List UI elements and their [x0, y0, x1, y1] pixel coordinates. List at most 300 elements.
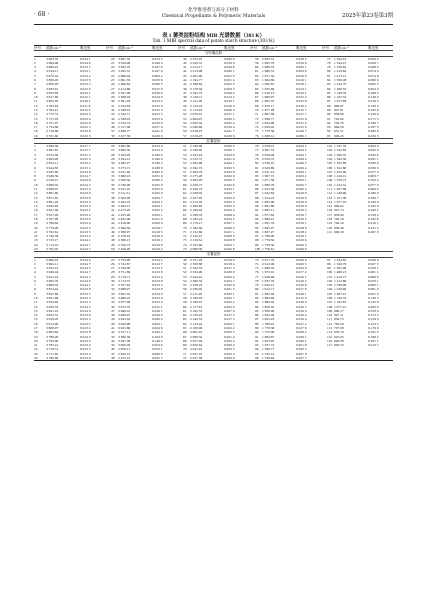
table-cell: 99 [327, 266, 331, 271]
table-cell: 75 [255, 129, 259, 134]
table-cell: 0.027 9 [224, 308, 235, 313]
table-cell: 1 867.08 [262, 112, 275, 117]
column-header: 序号 [322, 46, 329, 50]
table-cell: 79 [255, 283, 259, 288]
table-cell: 88 [255, 321, 259, 326]
table-cell [334, 356, 368, 361]
table-cell: 52 [183, 112, 187, 117]
table-cell: 4 [34, 69, 36, 74]
table-cell: 0.019 6 [296, 60, 307, 65]
table-cell: 3 926.36 [46, 174, 59, 179]
table-cell: 37 [111, 191, 115, 196]
table-cell: 0.090 9 [368, 77, 379, 82]
journal-title [34, 8, 393, 20]
table-cell: 0.027 8 [296, 351, 307, 356]
table-cell: 0.103 4 [368, 178, 379, 183]
table-cell: 0.013 3 [80, 112, 91, 117]
table-cell: 0.018 2 [296, 56, 307, 61]
table-cell: 0.012 6 [80, 116, 91, 121]
table-cell: 96 [255, 355, 259, 360]
table-cell: 2 018.23 [190, 129, 203, 134]
table-cell: 1 946.69 [262, 274, 275, 279]
table-cell: 3 841.19 [46, 308, 59, 313]
table-cell: 0.022 7 [224, 296, 235, 301]
table-cell: 0.019 4 [152, 313, 163, 318]
table-cell: 0.026 4 [224, 212, 235, 217]
table-cell: 52 [183, 270, 187, 275]
table-cell: 0.019 5 [296, 216, 307, 221]
table-cell: 1 909.97 [262, 95, 275, 100]
table-cell: 85 [255, 308, 259, 313]
table-cell: 35 [111, 300, 115, 305]
table-cell: 0.019 1 [152, 238, 163, 243]
table-cell: 0.014 5 [80, 304, 91, 309]
table-cell: 21 [111, 60, 115, 65]
table-cell: 1 207.66 [334, 187, 347, 191]
table-cell: 2 178.50 [190, 86, 203, 91]
table-cell: 1 342.56 [334, 157, 347, 162]
table-cell: 0.016 1 [296, 291, 307, 296]
table-cell: 9 [34, 178, 36, 183]
table-cell: 1 935.66 [262, 86, 275, 91]
table-cell: 0.051 0 [368, 291, 379, 296]
table-cell: 16 [34, 321, 38, 326]
table-cell: 0.014 0 [80, 278, 91, 283]
table-cell: 25 [34, 246, 38, 251]
table-cell: 0.019 0 [152, 120, 163, 125]
table-cell: 2 017.76 [262, 257, 275, 262]
table-cell: 86 [327, 95, 331, 100]
table-cell: 1 920.21 [262, 283, 275, 288]
table-cell: 3 713.37 [118, 278, 131, 283]
table-cell: 60 [255, 65, 259, 70]
table-cell: 0.013 9 [80, 313, 91, 318]
table-cell: 22 [34, 347, 38, 352]
table-cell: 0.028 2 [368, 65, 379, 70]
table-cell: 3 660.97 [118, 313, 131, 318]
table-cell: 1 942.84 [262, 191, 275, 196]
table-cell: 105 [327, 161, 333, 166]
table-cell: 0.070 1 [368, 278, 379, 283]
table-cell: 0.021 4 [224, 334, 235, 339]
table-cell: 34 [111, 178, 115, 183]
table-cell: 104 [327, 157, 333, 162]
table-cell: 54 [183, 120, 187, 125]
table-cell: 18 [34, 330, 38, 335]
table-cell: 1 413.12 [334, 73, 347, 78]
table-cell: 7 [34, 169, 36, 174]
table-cell: 3 818.29 [46, 317, 59, 322]
table-cell: 0.027 7 [296, 355, 307, 360]
table-cell: 2 142.53 [190, 317, 203, 322]
table-cell: 41 [111, 326, 115, 330]
table-cell: 1 149.33 [334, 90, 347, 95]
table-cell: 36 [111, 304, 115, 309]
table-cell: 3 771.65 [46, 351, 59, 356]
table-cell: 2 358.88 [190, 261, 203, 266]
table-cell: 0.149 5 [368, 296, 379, 301]
table-cell: 606.59 [334, 229, 344, 234]
table-cell: 73 [183, 238, 187, 243]
table-cell: 0.083 7 [368, 174, 379, 179]
table-cell: 1 778.38 [262, 326, 275, 330]
table-cell: 0.016 1 [296, 77, 307, 82]
table-cell: 0.025 9 [152, 182, 163, 187]
table-cell: 30 [111, 161, 115, 166]
table-cell: 8 [34, 287, 36, 292]
table-cell: 69 [183, 221, 187, 226]
table-cell: 106 [327, 296, 333, 301]
table-cell: 44 [111, 338, 115, 343]
table-cell: 3 714.10 [46, 242, 59, 247]
table-cell: 108 [327, 304, 333, 309]
table-cell: 12 [34, 103, 38, 108]
column-header: 波数/cm⁻¹ [334, 46, 350, 50]
table-cell: 2 039.16 [262, 161, 275, 166]
table-cell: 26 [111, 144, 115, 149]
table-cell: 3 921.43 [46, 274, 59, 279]
table-cell: 0.020 5 [296, 261, 307, 266]
table-cell: 2 275.28 [190, 174, 203, 179]
table-cell: 0.012 1 [80, 95, 91, 100]
table-cell: 76 [255, 270, 259, 275]
table-cell: 2 227.92 [190, 195, 203, 200]
table-cell: 927.81 [334, 107, 344, 112]
table-cell: 89 [255, 199, 259, 204]
table-cell: 0.017 5 [224, 317, 235, 322]
table-cell: 60 [183, 304, 187, 309]
table-cell: 3 691.35 [118, 291, 131, 296]
table-cell: 54 [183, 278, 187, 283]
table-cell: 0.031 1 [368, 157, 379, 162]
column-header: 吸光度 [296, 46, 307, 50]
table-cell: 0.013 4 [80, 338, 91, 343]
table-cell: 0.017 6 [152, 125, 163, 130]
table-cell: 41 [183, 65, 187, 70]
table-cell: 90 [255, 204, 259, 209]
table-cell: 0.016 8 [296, 283, 307, 288]
table-cell: 101 [327, 144, 333, 149]
table-cell: 3 734.88 [46, 125, 59, 130]
table-cell: 115 [327, 334, 333, 339]
table-cell: 1 638.14 [262, 133, 275, 138]
table-cell: 2 368.04 [118, 95, 131, 100]
table-cell: 0.023 9 [224, 195, 235, 200]
table-cell: 59 [255, 60, 259, 65]
table-cell: 0.166 4 [152, 60, 163, 65]
table-cell: 2 511.51 [118, 191, 131, 196]
table-cell: 2 466.83 [118, 82, 131, 87]
table-cell: 3 861.20 [46, 199, 59, 204]
table-cell: 0.016 1 [296, 82, 307, 87]
table-cell: 33 [111, 112, 115, 117]
table-cell: 3 954.11 [46, 161, 59, 166]
table-cell: 96 [255, 229, 259, 234]
table-cell: 3 952.14 [46, 266, 59, 271]
table-cell: 0.013 0 [80, 216, 91, 221]
table-cell: 0.016 4 [296, 103, 307, 108]
table-cell: 50 [183, 103, 187, 108]
table-cell: 0.019 4 [224, 125, 235, 130]
table-cell: 2 027.58 [190, 355, 203, 360]
table-cell: 0.013 5 [152, 112, 163, 117]
table-cell: 107 [327, 169, 333, 174]
table-cell: 1 876.17 [262, 103, 275, 108]
table-cell: 0.168 2 [368, 90, 379, 95]
table-cell: 2 124.44 [190, 321, 203, 326]
table-cell: 3 600.50 [118, 148, 131, 153]
table-cell: 0.014 7 [80, 261, 91, 266]
table-cell: 2 078.22 [190, 112, 203, 117]
table-cell: 1 980.35 [262, 266, 275, 271]
table-cell: 1 866.94 [262, 300, 275, 305]
table-cell: 63 [183, 317, 187, 322]
table-cell: 0.020 3 [296, 242, 307, 247]
table-cell: 12 [34, 304, 38, 309]
table-cell: 3 881.60 [46, 191, 59, 196]
table-cell: 0.015 5 [80, 300, 91, 305]
table-cell: 56 [183, 165, 187, 170]
table-cell: 3 798.20 [46, 334, 59, 339]
table-cell: 0.064 2 [368, 187, 379, 191]
table-cell: 3 820.55 [46, 304, 59, 309]
table-title-cn: 表 1 薯类淀粉结构 MIR 光谱数据（303 K） [162, 33, 265, 39]
table-cell: 0.049 1 [296, 334, 307, 339]
table-cell: 3 827.06 [46, 208, 59, 213]
table-cell: 2 058.46 [262, 152, 275, 157]
table-cell: 51 [183, 107, 187, 112]
table-cell: 45 [183, 82, 187, 87]
table-cell: 0.015 3 [80, 157, 91, 162]
table-cell: 85 [255, 182, 259, 187]
table-cell: 0.019 5 [296, 208, 307, 213]
table-cell: 0.192 8 [368, 216, 379, 221]
table-cell: 2 317.00 [118, 125, 131, 130]
table-cell: 0.014 0 [80, 308, 91, 313]
table-cell: 2 246.72 [190, 187, 203, 191]
table-cell: 3 716.68 [46, 129, 59, 134]
table-cell: 3 851.68 [46, 296, 59, 301]
table-cell: 3 908.35 [46, 182, 59, 187]
table-cell: 3 303.95 [118, 152, 131, 157]
table-cell: 0.020 1 [296, 65, 307, 70]
table-cell: 707.09 [334, 326, 344, 330]
table-cell: 0.021 5 [224, 287, 235, 292]
table-cell: 28 [111, 90, 115, 95]
table-cell: 2 235.02 [190, 56, 203, 61]
table-cell: 87 [255, 317, 259, 322]
table-cell: 20 [34, 338, 38, 343]
table-cell: 0.024 2 [296, 144, 307, 149]
table-cell: 1 544.15 [334, 60, 347, 65]
table-cell: 46 [183, 86, 187, 91]
table-cell: 118 [327, 216, 333, 221]
table-cell: 0.013 2 [80, 321, 91, 326]
table-cell: 70 [183, 347, 187, 352]
table-cell: 2 098.39 [190, 246, 203, 251]
table-cell: 3 888.03 [46, 283, 59, 288]
table-cell: 3 705.02 [46, 246, 59, 251]
table-cell: 2 292.73 [190, 165, 203, 170]
table-cell: 100 [327, 270, 333, 275]
table-cell: 0.022 4 [224, 338, 235, 343]
table-cell: 83 [255, 300, 259, 305]
table-cell: 0.018 9 [152, 234, 163, 239]
table-cell: 2 359.73 [118, 242, 131, 247]
table-cell: 59 [183, 178, 187, 183]
table-cell: 113 [327, 326, 333, 330]
table-cell: 35 [111, 120, 115, 125]
table-cell: 23 [34, 238, 38, 243]
table-cell: 3 944.85 [46, 165, 59, 170]
table-cell: 2 029.89 [262, 165, 275, 170]
table-cell: 0.013 4 [152, 99, 163, 104]
column-header: 序号 [178, 46, 185, 50]
table-cell: 0.015 4 [80, 187, 91, 191]
table-cell: 0.022 9 [224, 283, 235, 288]
table-cell: 0.013 5 [80, 82, 91, 87]
table-cell: 0.025 4 [224, 120, 235, 125]
table-cell: 1 877.48 [262, 107, 275, 112]
table-cell: 60 [183, 182, 187, 187]
table-cell: 1 520.79 [334, 261, 347, 266]
table-cell: 0.014 0 [152, 291, 163, 296]
table-cell: 0.022 9 [224, 174, 235, 179]
table-cell: 15 [34, 116, 38, 121]
table-cell: 21 [34, 229, 38, 234]
table-cell: 0.051 8 [296, 343, 307, 348]
table-cell: 42 [183, 69, 187, 74]
table-cell: 0.210 7 [368, 343, 379, 348]
table-cell: 43 [111, 216, 115, 221]
table-cell: 3 845.63 [46, 204, 59, 209]
table-cell: 3 285.27 [118, 161, 131, 166]
table-cell: 3 805.02 [46, 99, 59, 104]
table-cell: 111 [327, 187, 332, 191]
table-cell: 8 [34, 174, 36, 179]
table-cell: 72 [255, 116, 259, 121]
table-cell: 76 [255, 133, 259, 138]
table-cell: 15 [34, 317, 38, 322]
table-cell: 5 [34, 161, 36, 166]
table-cell: 0.063 2 [152, 73, 163, 78]
table-cell: 2 455.49 [118, 212, 131, 217]
table-cell: 82 [255, 296, 259, 301]
table-cell: 82 [255, 169, 259, 174]
table-cell: 3 687.32 [118, 56, 131, 61]
table-cell: 2 343.53 [190, 266, 203, 271]
table-cell: 27 [111, 148, 115, 153]
table-cell: 0.017 5 [224, 313, 235, 318]
table-cell: 46 [111, 347, 115, 352]
table-cell: 2 312.37 [190, 157, 203, 162]
table-cell: 1 452.00 [334, 169, 347, 174]
table-cell: 1 871.82 [262, 212, 275, 217]
table-cell: 0.023 5 [224, 347, 235, 352]
column-header: 序号 [34, 46, 41, 50]
table-cell: 2 141.90 [190, 99, 203, 104]
table-cell: 2 037.10 [190, 351, 203, 356]
table-cell: 1 971.56 [262, 73, 275, 78]
table-cell: 0.171 3 [368, 116, 379, 121]
table-cell: 94 [327, 129, 331, 134]
table-cell: 3 931.60 [118, 169, 131, 174]
table-cell: 2 064.97 [190, 116, 203, 121]
column-header: 序号 [250, 46, 257, 50]
table-cell: 32 [111, 169, 115, 174]
table-cell: 1 562.01 [334, 56, 347, 61]
table-cell: 1 859.35 [262, 304, 275, 309]
table-cell: 0.231 3 [368, 225, 379, 230]
table-cell: 3 817.26 [46, 212, 59, 217]
table-cell: 0.020 3 [152, 82, 163, 87]
table-cell: 0.016 7 [296, 304, 307, 309]
table-cell: 1 750.61 [262, 246, 275, 251]
table-cell: 69 [183, 343, 187, 348]
table-cell: 3 833.83 [46, 90, 59, 95]
table-cell: 0.030 9 [368, 161, 379, 166]
table-cell: 64 [183, 321, 187, 326]
table-cell: 0.378 6 [368, 308, 379, 313]
table-cell: 2 257.59 [118, 133, 131, 138]
table-cell: 2 214.35 [190, 199, 203, 204]
table-cell: 3 784.21 [46, 107, 59, 112]
table-cell: 87 [327, 99, 331, 104]
table-cell: 100 [255, 246, 261, 251]
table-cell: 3 625.86 [118, 326, 131, 330]
table-cell: 28 [111, 152, 115, 157]
table-cell: 2 124.19 [190, 103, 203, 108]
table-cell: 2 502.06 [118, 195, 131, 200]
table-cell: 2 [34, 261, 36, 266]
table-cell: 57 [183, 133, 187, 138]
table-cell: 63 [255, 77, 259, 82]
table-cell: 12 [34, 191, 38, 196]
table-cell: 0.013 8 [80, 195, 91, 200]
table-cell: 64 [255, 82, 259, 87]
table-cell: 64 [183, 199, 187, 204]
table-cell: 0.021 6 [152, 129, 163, 134]
table-cell: 0.024 7 [152, 195, 163, 200]
table-cell: 49 [183, 257, 187, 262]
table-cell: 2 284.79 [190, 169, 203, 174]
table-cell: 2 050.34 [190, 120, 203, 125]
table-cell: 0.013 8 [152, 287, 163, 292]
table-cell: 1 637.74 [262, 343, 275, 348]
table-cell: 0.013 4 [152, 274, 163, 279]
table-cell: 2 521.42 [118, 187, 131, 191]
column-header: 吸光度 [80, 46, 91, 50]
table-cell: 0.164 9 [152, 334, 163, 339]
table-cell: 42 [111, 330, 115, 335]
table-cell: 0.016 1 [296, 90, 307, 95]
column-header: 吸光度 [224, 46, 235, 50]
table-cell: 1 866.21 [262, 216, 275, 221]
table-body [34, 51, 393, 361]
table-cell: 0.181 1 [368, 338, 379, 343]
table-cell: 2 050.72 [262, 157, 275, 162]
table-cell: 0.019 1 [296, 234, 307, 239]
column-header: 吸光度 [152, 46, 163, 50]
table-cell: 58 [183, 174, 187, 179]
table-cell: 1 891.86 [262, 204, 275, 209]
table-cell: 0.014 3 [152, 56, 163, 61]
table-cell: 2 209.82 [190, 204, 203, 209]
table-cell: 0.023 4 [224, 351, 235, 356]
table-cell: 82 [327, 77, 331, 82]
table-cell: 0.077 3 [368, 169, 379, 174]
table-cell: 0.020 7 [224, 148, 235, 153]
